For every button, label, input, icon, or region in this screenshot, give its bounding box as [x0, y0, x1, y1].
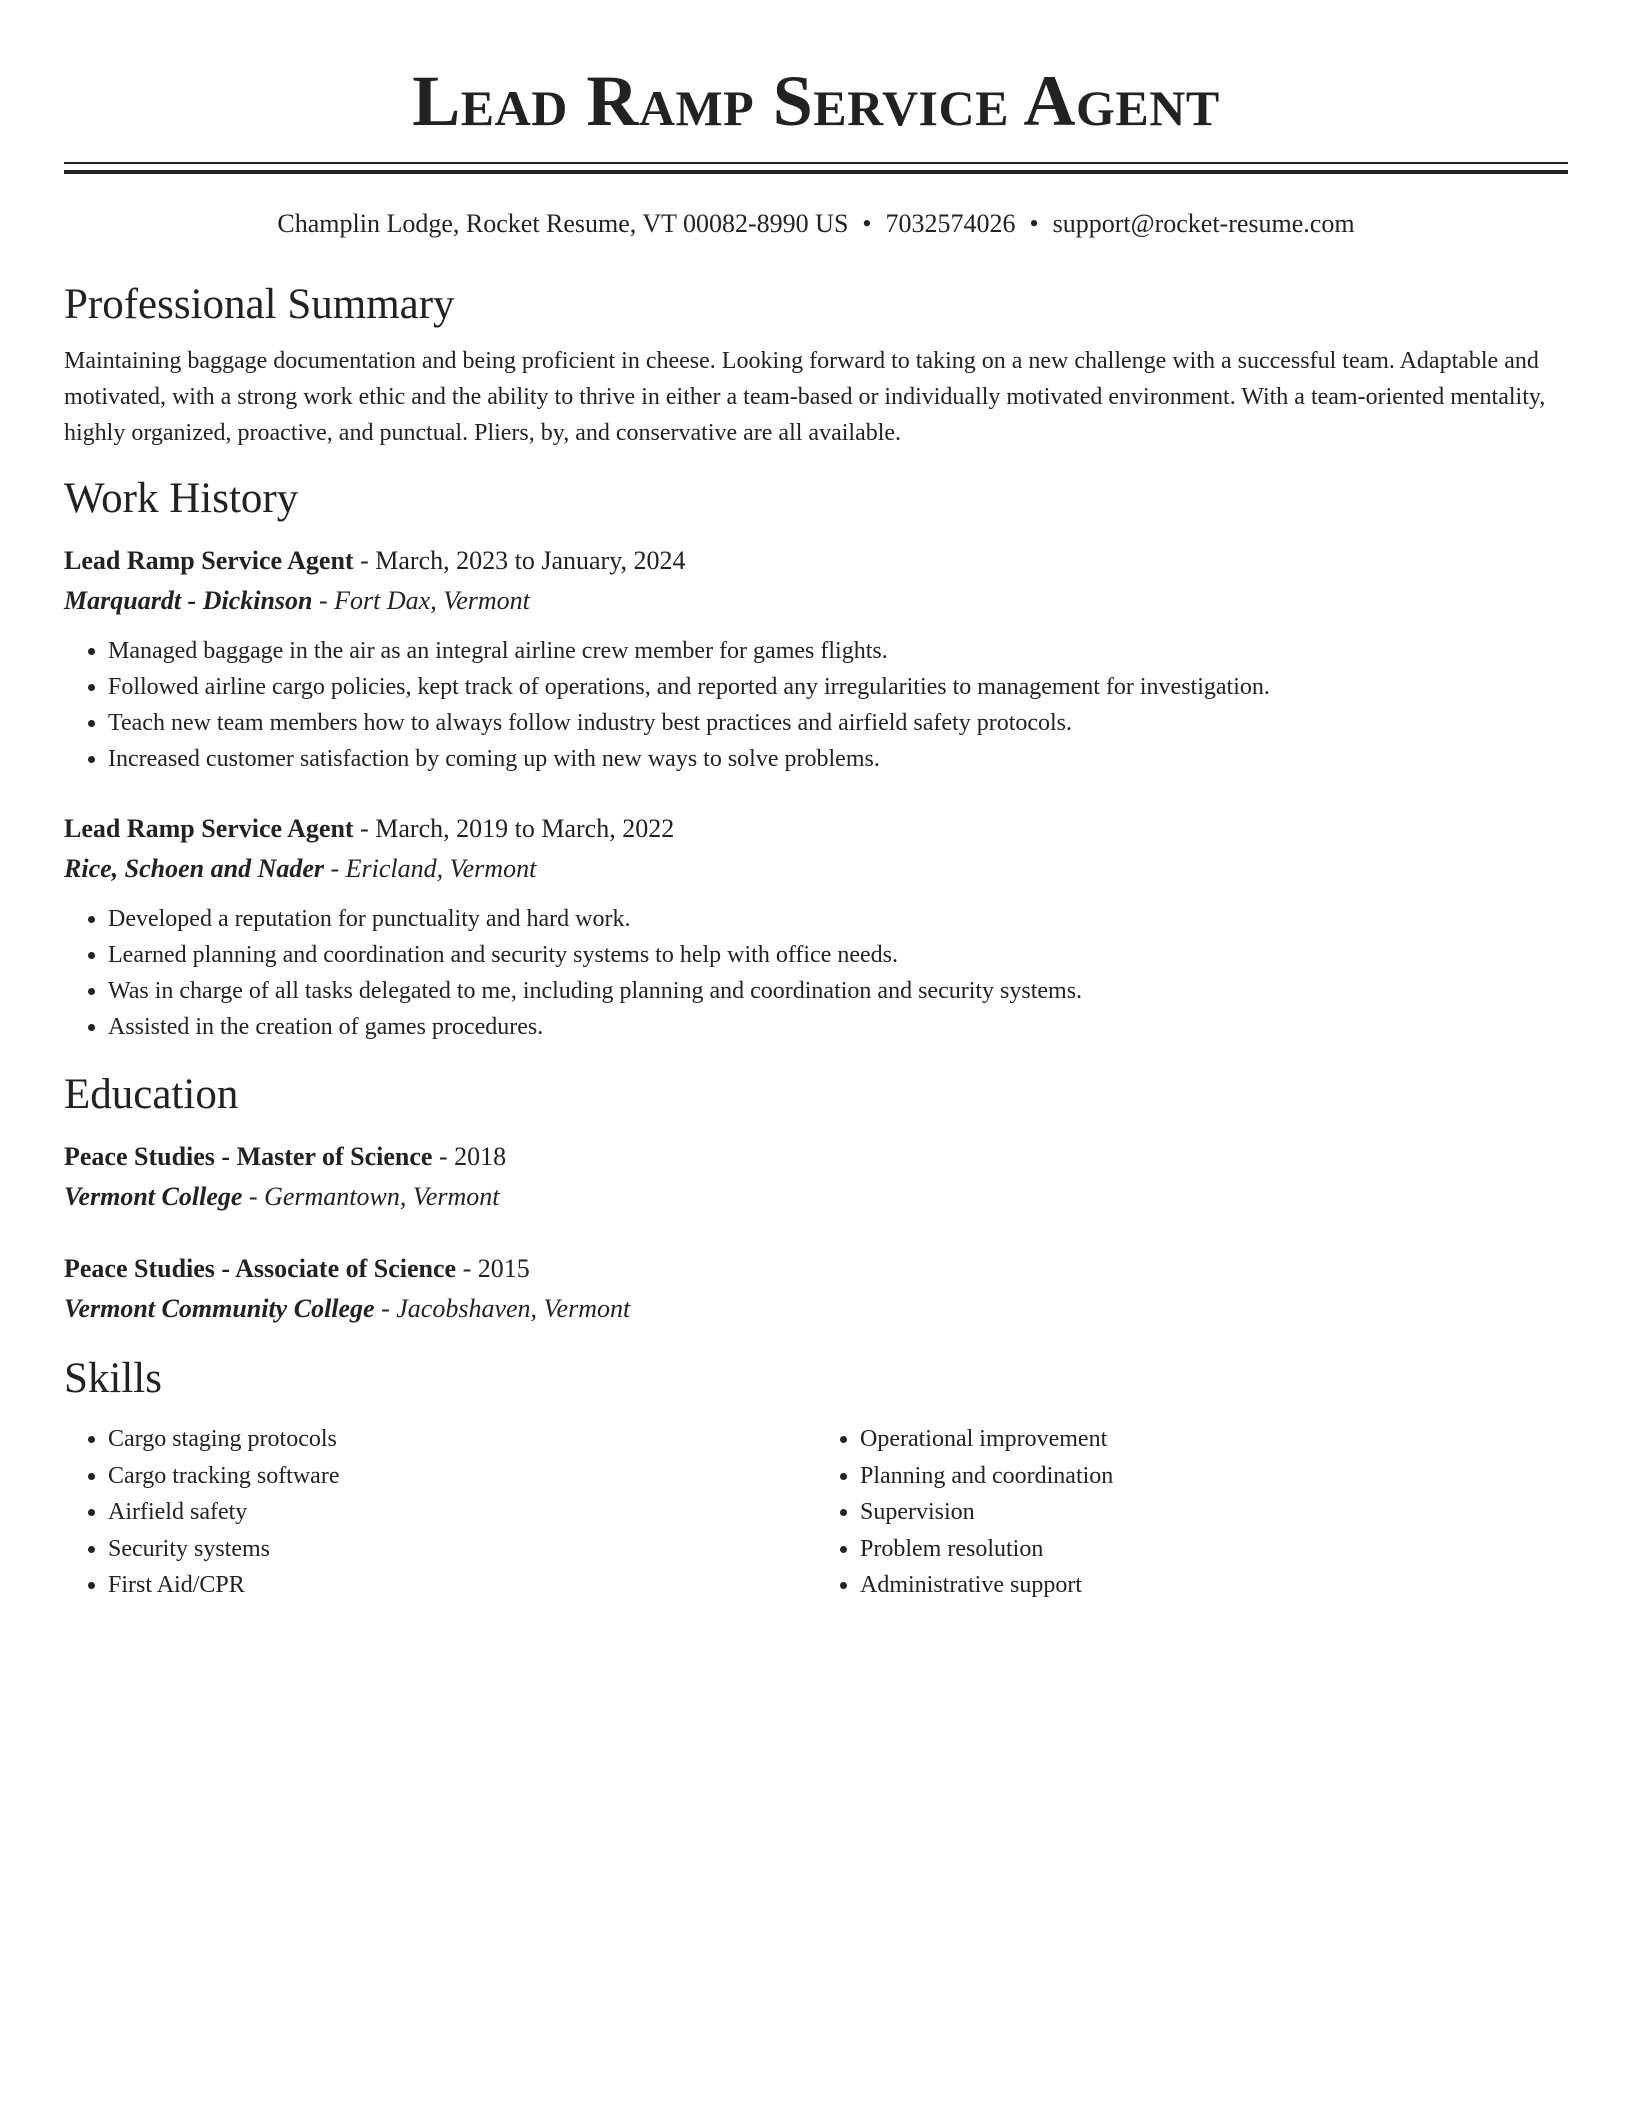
section-heading-education: Education [64, 1071, 239, 1118]
skill-item: • Cargo staging protocols [108, 1421, 816, 1458]
list-item: • Assisted in the creation of games procedures. [108, 1009, 1568, 1045]
education-degree: Peace Studies - Associate of Science [64, 1254, 457, 1283]
education-school-line [64, 1177, 1568, 1217]
education-degree-line [64, 1137, 1568, 1177]
skills-list-left [64, 1421, 816, 1604]
education-year: - 2018 [438, 1142, 507, 1171]
resume-page [64, 0, 1568, 1604]
education-entry [64, 1137, 1568, 1217]
job-entry [64, 809, 1568, 1045]
title-divider-thick [64, 170, 1568, 174]
education-degree-line [64, 1249, 1568, 1289]
section-heading-skills: Skills [64, 1355, 162, 1402]
education-school: Vermont College [64, 1182, 243, 1211]
list-item: • Was in charge of all tasks delegated to me, including planning and coordination and security systems. [108, 973, 1568, 1009]
skill-item: • Problem resolution [860, 1531, 1568, 1568]
skill-item: • Administrative support [860, 1567, 1568, 1604]
job-title: Lead Ramp Service Agent [64, 814, 354, 843]
resume-title: Lead Ramp Service Agent [412, 61, 1220, 141]
skills-list-right [816, 1421, 1568, 1604]
education-year: - 2015 [462, 1254, 530, 1283]
list-item: • Developed a reputation for punctuality and hard work. [108, 901, 1568, 937]
education-entry [64, 1249, 1568, 1329]
education-location: - Jacobshaven, Vermont [381, 1294, 631, 1323]
list-item: • Learned planning and coordination and security systems to help with office needs. [108, 937, 1568, 973]
job-title-line [64, 541, 1568, 581]
section-heading-summary: Professional Summary [64, 281, 455, 328]
skill-item: • Operational improvement [860, 1421, 1568, 1458]
contact-separator: • [1029, 209, 1039, 238]
contact-separator: • [862, 209, 872, 238]
summary-text: Maintaining baggage documentation and being proficient in cheese. Looking forward to taking on a new challenge with a successful team. Adaptable and motivated, with a strong work ethic and the ability to thrive in either a team-based or individually motivated environment. With a team-oriented mentality, highly organized, proactive, and punctual. Pliers, by, and conservative are all available. [64, 348, 1546, 446]
contact-line [64, 207, 1568, 241]
contact-address: Champlin Lodge, Rocket Resume, VT 00082-8990 US [277, 209, 849, 238]
job-company-line [64, 581, 1568, 621]
skills-grid [64, 1421, 1568, 1604]
job-title: Lead Ramp Service Agent [64, 546, 354, 575]
job-title-line [64, 809, 1568, 849]
education-location: - Germantown, Vermont [248, 1182, 500, 1211]
skill-item: • First Aid/CPR [108, 1567, 816, 1604]
list-item: • Managed baggage in the air as an integral airline crew member for games flights. [108, 633, 1568, 669]
section-heading-work-history: Work History [64, 475, 299, 522]
education-school-line [64, 1289, 1568, 1329]
list-item: • Followed airline cargo policies, kept track of operations, and reported any irregularities to management for investigation. [108, 669, 1568, 705]
job-bullets [64, 633, 1568, 777]
job-entry [64, 541, 1568, 777]
skill-item: • Supervision [860, 1494, 1568, 1531]
contact-phone: 7032574026 [885, 209, 1016, 238]
job-dates: - March, 2019 to March, 2022 [360, 814, 675, 843]
skill-item: • Cargo tracking software [108, 1458, 816, 1495]
skill-item: • Airfield safety [108, 1494, 816, 1531]
contact-email: support@rocket-resume.com [1052, 209, 1355, 238]
education-degree: Peace Studies - Master of Science [64, 1142, 433, 1171]
list-item: • Increased customer satisfaction by coming up with new ways to solve problems. [108, 741, 1568, 777]
skill-item: • Security systems [108, 1531, 816, 1568]
job-company: Rice, Schoen and Nader [64, 854, 324, 883]
job-location: - Fort Dax, Vermont [319, 586, 530, 615]
job-company-line [64, 849, 1568, 889]
job-location: - Ericland, Vermont [330, 854, 537, 883]
job-bullets [64, 901, 1568, 1045]
skill-item: • Planning and coordination [860, 1458, 1568, 1495]
job-company: Marquardt - Dickinson [64, 586, 313, 615]
job-dates: - March, 2023 to January, 2024 [360, 546, 686, 575]
education-school: Vermont Community College [64, 1294, 375, 1323]
title-divider-thin [64, 162, 1568, 164]
list-item: • Teach new team members how to always follow industry best practices and airfield safety protocols. [108, 705, 1568, 741]
